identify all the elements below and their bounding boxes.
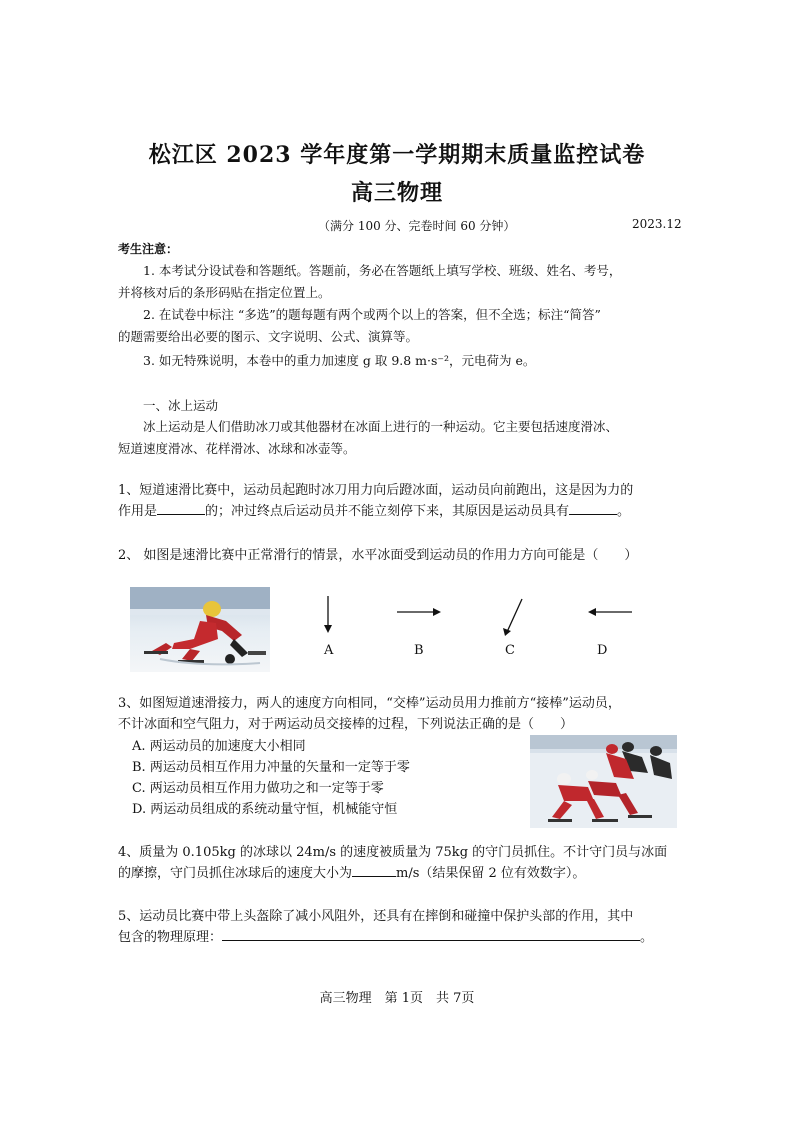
- section-heading: 一、冰上运动: [143, 398, 219, 413]
- option-d-label[interactable]: D: [597, 643, 608, 658]
- q1-blank-1[interactable]: [157, 502, 205, 515]
- q4-text-a: 的摩擦，守门员抓住冰球后的速度大小为: [118, 866, 353, 881]
- q1-text-c: 。: [617, 504, 631, 519]
- q3-option-b[interactable]: B. 两运动员相互作用力冲量的矢量和一定等于零: [132, 760, 410, 775]
- notice-item-1: 1. 本考试分设试卷和答题纸。答题前，务必在答题纸上填写学校、班级、姓名、考号，: [143, 263, 622, 278]
- q4-text-b: m/s（结果保留 2 位有效数字）。: [396, 866, 586, 881]
- speed-skater-photo: [130, 587, 270, 672]
- notice-item-3: 3. 如无特殊说明，本卷中的重力加速度 g 取 9.8 m·s⁻²，元电荷为 e。: [143, 353, 536, 368]
- section-intro-1: 冰上运动是人们借助冰刀或其他器材在冰面上进行的一种运动。它主要包括速度滑冰、: [143, 419, 619, 434]
- q1-text-b: 的；冲过终点后运动员并不能立刻停下来，其原因是运动员具有: [205, 504, 570, 519]
- option-c-label[interactable]: C: [505, 643, 515, 658]
- q1-text-a: 作用是: [118, 504, 158, 519]
- option-d-arrow-left-icon: [584, 602, 634, 622]
- q2-text: 2、 如图是速滑比赛中正常滑行的情景，水平冰面受到运动员的作用力方向可能是（ ）: [118, 548, 638, 563]
- q3-line1: 3、如图短道速滑接力，两人的速度方向相同，“交棒”运动员用力推前方“接棒”运动员，: [118, 696, 621, 711]
- page-footer: 高三物理 第 1页 共 7页: [319, 991, 475, 1006]
- q1-blank-2[interactable]: [569, 502, 617, 515]
- exam-title: 松江区 2023 学年度第一学期期末质量监控试卷: [148, 142, 646, 168]
- q1-line1: 1、短道速滑比赛中，运动员起跑时冰刀用力向后蹬冰面，运动员向前跑出，这是因为力的: [118, 483, 634, 498]
- q4-line1: 4、质量为 0.105kg 的冰球以 24m/s 的速度被质量为 75kg 的守门员抓住。不计守门员与冰面: [118, 845, 668, 860]
- notice-heading: 考生注意：: [118, 242, 179, 256]
- notice-item-1b: 并将核对后的条形码贴在指定位置上。: [118, 285, 331, 300]
- q5-blank[interactable]: [222, 928, 640, 941]
- relay-skaters-photo: [530, 735, 677, 828]
- q4-line2: [118, 863, 678, 884]
- notice-item-2: 2. 在试卷中标注 “多选”的题每题有两个或两个以上的答案，但不全选；标注“简答”: [143, 307, 601, 322]
- option-a-arrow-down-icon: [318, 594, 338, 636]
- q3-option-c[interactable]: C. 两运动员相互作用力做功之和一定等于零: [132, 781, 384, 796]
- option-a-label[interactable]: A: [324, 643, 334, 658]
- q5-text-a: 包含的物理原理：: [118, 930, 223, 945]
- option-c-arrow-down-left-icon: [500, 596, 526, 638]
- q5-line2: [118, 927, 678, 948]
- exam-meta: （满分 100 分、完卷时间 60 分钟）: [318, 219, 516, 233]
- q1-line2: [118, 501, 678, 522]
- exam-date: 2023.12: [632, 217, 682, 231]
- exam-subtitle: 高三物理: [350, 180, 443, 206]
- notice-item-2b: 的题需要给出必要的图示、文字说明、公式、演算等。: [118, 329, 419, 344]
- option-b-label[interactable]: B: [414, 643, 424, 658]
- option-b-arrow-right-icon: [395, 602, 443, 622]
- q4-blank[interactable]: [352, 864, 396, 877]
- q3-option-a[interactable]: A. 两运动员的加速度大小相同: [132, 739, 306, 754]
- section-intro-2: 短道速度滑冰、花样滑冰、冰球和冰壶等。: [118, 441, 356, 456]
- q3-line2: 不计冰面和空气阻力，对于两运动员交接棒的过程，下列说法正确的是（ ）: [118, 717, 574, 732]
- q5-text-b: 。: [640, 930, 654, 945]
- q5-line1: 5、运动员比赛中带上头盔除了减小风阻外，还具有在摔倒和碰撞中保护头部的作用，其中: [118, 909, 634, 924]
- q3-option-d[interactable]: D. 两运动员组成的系统动量守恒，机械能守恒: [132, 802, 398, 817]
